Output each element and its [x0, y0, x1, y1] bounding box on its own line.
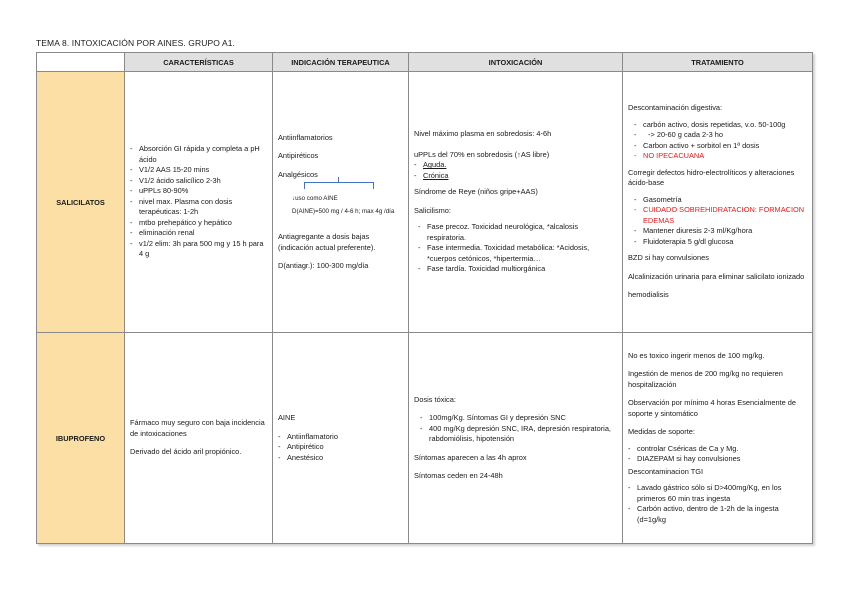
list-item: - Fase precoz. Toxicidad neurológica, *alcalosis respiratoria. — [418, 222, 617, 243]
header-tratamiento: TRATAMIENTO — [623, 53, 813, 72]
ibu-caract-1: Fármaco muy seguro con baja incidencia de intoxicaciones — [130, 418, 265, 438]
list-item — [414, 171, 617, 182]
caracteristicas-list — [130, 144, 267, 260]
trat-hemo: hemodialisis — [628, 290, 669, 300]
list-item: - Fase tardía. Toxicidad multiorgánica — [418, 264, 617, 275]
trat-corregir-list — [628, 195, 807, 248]
list-item: - Gasometría — [634, 195, 807, 206]
intox-upp: uPPLs del 70% en sobredosis (↑AS libre) — [414, 149, 550, 159]
ibu-no-toxico: No es toxico ingerir menos de 100 mg/kg. — [628, 350, 765, 360]
ibu-observacion: Observación por mínimo 4 horas Esencialmente de soporte y sintomático — [628, 398, 797, 418]
ibu-caract-2: Derivado del ácido aril propiónico. — [130, 447, 242, 457]
header-row — [37, 53, 813, 72]
list-item: - nivel max. Plasma con dosis terapéuticas: 1-2h — [130, 197, 267, 218]
ibu-descont-list — [628, 483, 807, 525]
trat-descont-list — [628, 120, 807, 162]
bracket-connector — [304, 182, 374, 189]
list-item: - Carbon activo + sorbitol en 1ª dosis — [634, 141, 807, 152]
cell-indicacion — [273, 333, 409, 544]
list-item: - 400 mg/Kg depresión SNC, IRA, depresión respiratoria, rabdomiólisis, hipotensión — [420, 424, 617, 445]
ibu-dosis-list — [414, 413, 617, 445]
list-item: - Absorción GI rápida y completa a pH ácido — [130, 144, 267, 165]
list-item: - carbón activo, dosis repetidas, v.o. 50-100g — [634, 120, 807, 131]
ibu-ceden: Síntomas ceden en 24-48h — [414, 471, 503, 480]
ibu-ingestion: Ingestión de menos de 200 mg/kg no requieren hospitalización — [628, 369, 783, 389]
tipo-cronica: Crónica — [423, 170, 449, 180]
ibu-medidas: Medidas de soporte: — [628, 427, 695, 437]
ibu-indicacion-title: AINE — [278, 413, 296, 422]
intoxication-table — [36, 52, 813, 544]
aine-dose-note: D(AINE)=500 mg / 4-6 h; max 4g /día — [292, 207, 395, 215]
ibu-descont: Descontaminacion TGI — [628, 466, 704, 476]
trat-alcalin: Alcalinización urinaria para eliminar salicilato ionizado — [628, 271, 805, 281]
indication-item: Antiinflamatorios — [278, 132, 333, 142]
antiagregante-dose: D(antiagr.): 100-300 mg/día — [278, 261, 369, 270]
list-item: - Mantener diuresis 2-3 ml/Kg/hora — [634, 226, 807, 237]
ibu-aparecen: Síntomas aparecen a las 4h aprox — [414, 452, 527, 462]
row-ibuprofeno — [37, 333, 813, 544]
header-caracteristicas: CARACTERÍSTICAS — [125, 53, 273, 72]
list-item: - V1/2 AAS 15-20 mins — [130, 165, 267, 176]
header-indicacion: INDICACIÓN TERAPEUTICA — [273, 53, 409, 72]
indication-item: Analgésicos — [278, 169, 318, 179]
list-item: - V1/2 ácido salicílico 2-3h — [130, 176, 267, 187]
list-item: - Antipirético — [278, 442, 403, 453]
intox-nivel: Nivel máximo plasma en sobredosis: 4-6h — [414, 129, 552, 139]
list-item: - Fase intermedia. Toxicidad metabólica: *Acidosis, *cuerpos cetónicos, *hipertermia… — [418, 243, 617, 264]
list-item: - Anestésico — [278, 453, 403, 464]
list-item: - CUIDADO SOBREHIDRATACION: FORMACION EDEMAS — [634, 205, 807, 226]
intox-reye: Síndrome de Reye (niños gripe+AAS) — [414, 187, 538, 197]
document-title: TEMA 8. INTOXICACIÓN POR AINES. GRUPO A1. — [36, 38, 236, 48]
cell-intoxicacion — [409, 72, 623, 333]
list-item — [634, 130, 807, 141]
list-item: - NO IPECACUANA — [634, 151, 807, 162]
list-item: - Fluidoterapia 5 g/dl glucosa — [634, 237, 807, 248]
trat-bzd: BZD si hay convulsiones — [628, 253, 709, 263]
list-item: - eliminación renal — [130, 228, 267, 239]
header-corner — [37, 53, 125, 72]
cell-intoxicacion — [409, 333, 623, 544]
list-item: - Lavado gástrico sólo si D>400mg/Kg, en los primeros 60 min tras ingesta — [628, 483, 807, 504]
list-item-text: -> 20-60 g cada 2-3 ho — [648, 130, 723, 140]
ibu-indicacion-list — [278, 432, 403, 464]
header-intoxicacion: INTOXICACIÓN — [409, 53, 623, 72]
ibu-dosis: Dosis tóxica: — [414, 394, 456, 404]
indication-item: Antipiréticos — [278, 151, 319, 160]
intox-salicilismo: Salicilismo: — [414, 205, 451, 215]
list-item: - 100mg/Kg. Síntomas GI y depresión SNC — [420, 413, 617, 424]
list-item: - mtbo prehepático y hepático — [130, 218, 267, 229]
list-item — [414, 160, 617, 171]
cell-caracteristicas — [125, 333, 273, 544]
antiagregante-text: Antiagregante a dosis bajas (indicación actual preferente). — [278, 232, 376, 252]
list-item: - DIAZEPAM si hay convulsiones — [628, 454, 807, 465]
list-item: - Carbón activo, dentro de 1-2h de la ingesta (d=1g/kg — [628, 504, 807, 525]
fases-list — [414, 222, 617, 275]
list-item: - Antiinflamatorio — [278, 432, 403, 443]
tipo-aguda: Aguda. — [423, 160, 447, 170]
row-label-salicilatos: SALICILATOS — [37, 72, 125, 333]
cell-tratamiento — [623, 333, 813, 544]
trat-corregir: Corregir defectos hidro-electrolíticos y alteraciones ácido-base — [628, 167, 795, 188]
intox-tipos — [414, 160, 617, 181]
list-item: - v1/2 elim: 3h para 500 mg y 15 h para 4 g — [130, 239, 267, 260]
row-label-ibuprofeno: IBUPROFENO — [37, 333, 125, 544]
cell-tratamiento — [623, 72, 813, 333]
list-item: - uPPLs 80-90% — [130, 186, 267, 197]
cell-caracteristicas — [125, 72, 273, 333]
aine-use-note: ↓uso como AINE — [292, 195, 338, 202]
trat-descont: Descontaminación digestiva: — [628, 103, 723, 113]
row-salicilatos — [37, 72, 813, 333]
list-item: - controlar Cséricas de Ca y Mg. — [628, 444, 807, 455]
ibu-medidas-list — [628, 444, 807, 465]
cell-indicacion — [273, 72, 409, 333]
